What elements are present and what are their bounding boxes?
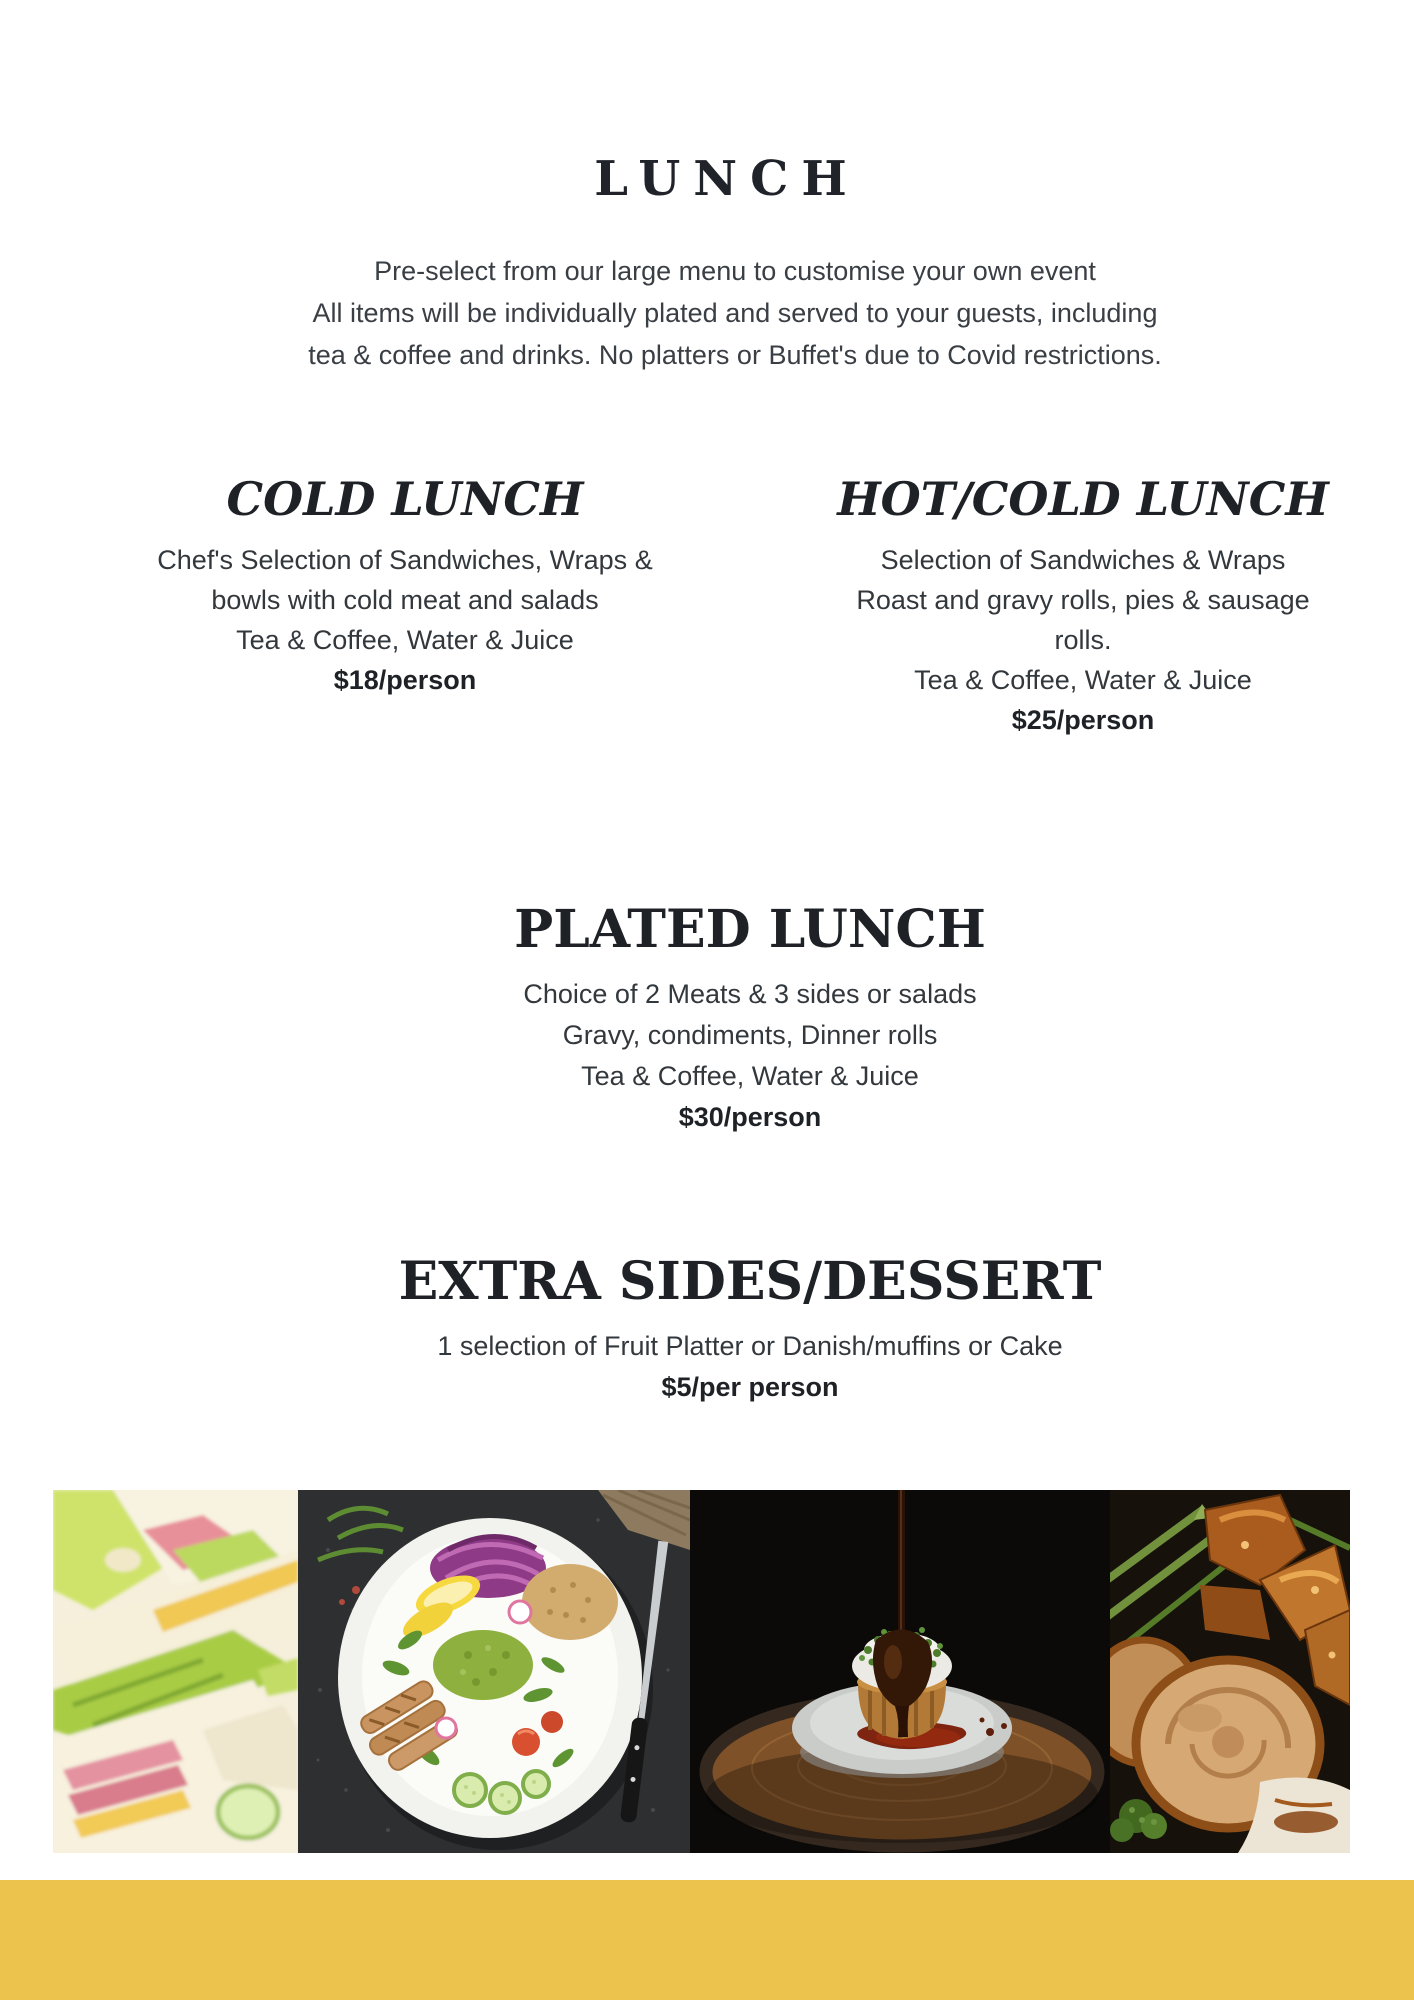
- description-line: Gravy, condiments, Dinner rolls: [562, 1020, 938, 1050]
- description-line: Tea & Coffee, Water & Juice: [236, 625, 574, 655]
- description-line: Roast and gravy rolls, pies & sausage: [856, 585, 1310, 615]
- cold-lunch-heading: COLD LUNCH: [226, 472, 584, 526]
- description-line: Chef's Selection of Sandwiches, Wraps &: [157, 545, 653, 575]
- intro-line: All items will be individually plated and served to your guests, including: [312, 298, 1158, 328]
- plated-lunch-price: $30/person: [678, 1102, 822, 1132]
- extra-sides-description: [86, 1326, 1414, 1407]
- description-line: rolls.: [1054, 625, 1112, 655]
- cold-lunch-price: $18/person: [333, 665, 477, 695]
- description-line: Selection of Sandwiches & Wraps: [880, 545, 1286, 575]
- salad-bowl-photo: [298, 1490, 690, 1853]
- description-line: Tea & Coffee, Water & Juice: [581, 1061, 919, 1091]
- description-line: Tea & Coffee, Water & Juice: [914, 665, 1252, 695]
- intro-paragraph: [28, 250, 1414, 376]
- description-line: bowls with cold meat and salads: [211, 585, 599, 615]
- description-line: 1 selection of Fruit Platter or Danish/muffins or Cake: [437, 1331, 1063, 1361]
- section-hot-cold-lunch: [783, 472, 1383, 740]
- section-extra-sides-dessert: [86, 1250, 1414, 1407]
- food-photo-strip: [53, 1490, 1350, 1853]
- intro-line: tea & coffee and drinks. No platters or Buffet's due to Covid restrictions.: [308, 340, 1162, 370]
- cold-lunch-description: [105, 540, 705, 700]
- extra-sides-price: $5/per person: [661, 1372, 839, 1402]
- intro-line: Pre-select from our large menu to customise your own event: [374, 256, 1096, 286]
- hot-cold-lunch-price: $25/person: [1011, 705, 1155, 735]
- club-sandwiches-photo: [53, 1490, 298, 1853]
- pie-with-mash-and-gravy-photo: [690, 1490, 1110, 1853]
- description-line: Choice of 2 Meats & 3 sides or salads: [523, 979, 977, 1009]
- roast-pork-photo: [1110, 1490, 1350, 1853]
- plated-lunch-heading: PLATED LUNCH: [514, 899, 986, 960]
- plated-lunch-description: [86, 974, 1414, 1137]
- extra-sides-heading: EXTRA SIDES/DESSERT: [398, 1251, 1102, 1312]
- hot-cold-lunch-heading: HOT/COLD LUNCH: [837, 472, 1329, 526]
- section-cold-lunch: [105, 472, 705, 700]
- footer-accent-bar: [0, 1880, 1414, 2000]
- hot-cold-lunch-description: [783, 540, 1383, 740]
- page-title: LUNCH: [594, 151, 860, 207]
- section-plated-lunch: [86, 898, 1414, 1137]
